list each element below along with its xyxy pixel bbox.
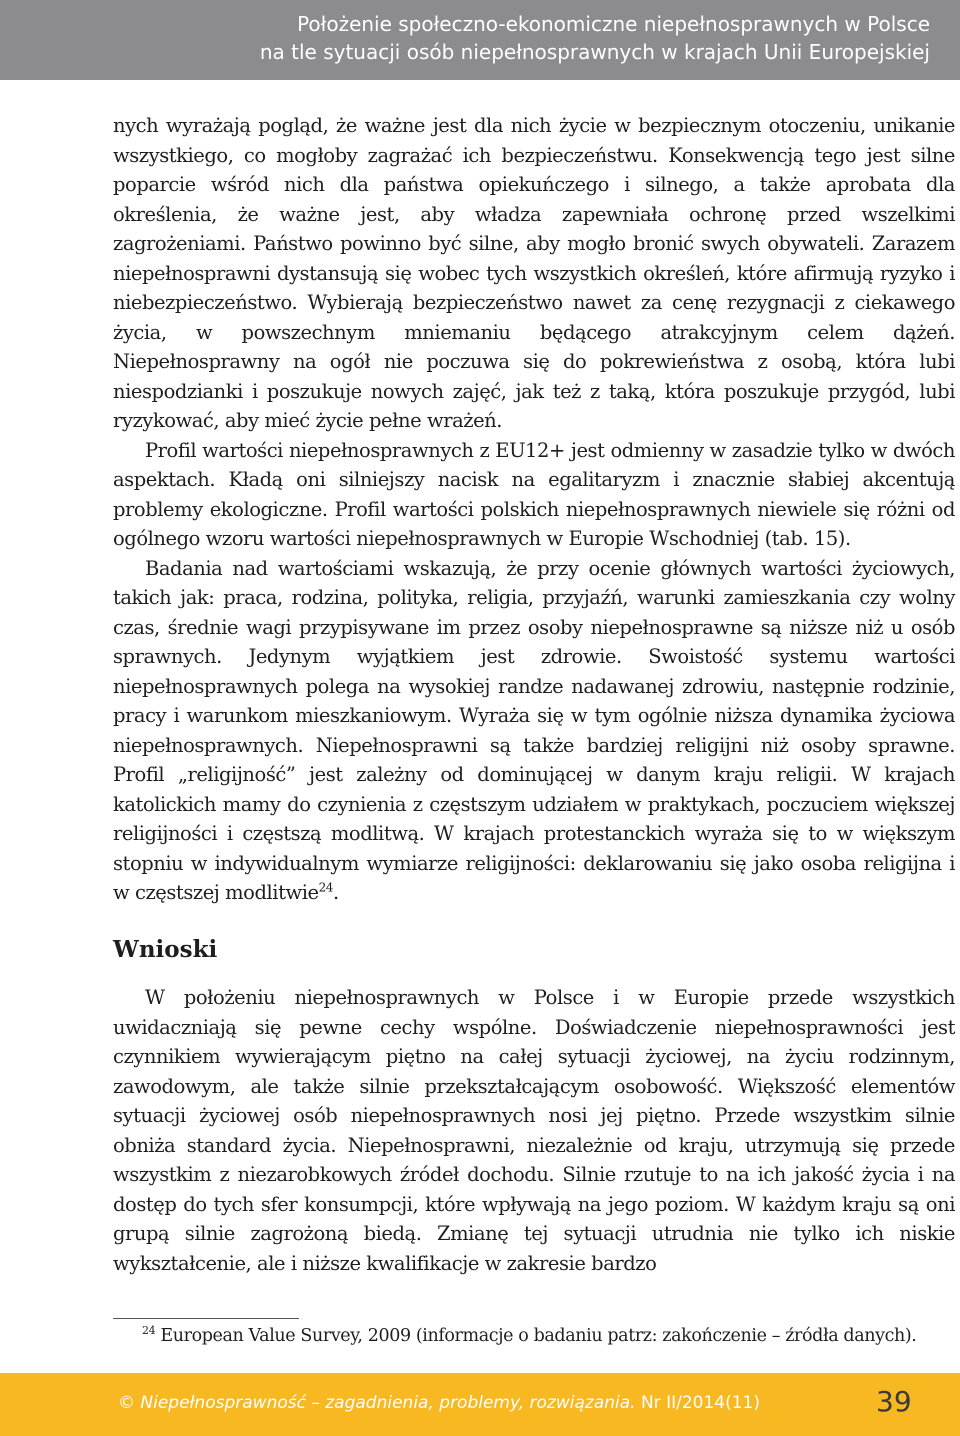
body-section-lower [113, 983, 955, 1278]
issue-number: Nr II/2014(11) [640, 1393, 760, 1413]
running-header [0, 0, 960, 80]
paragraph-3-text: Badania nad wartościami wskazują, że przy ocenie głównych wartości życiowych, takich jak: praca, rodzina, polityka, religia, przyjaźń, warunki zamieszkania czy wolny czas, średnie wagi przypisywane im przez osoby niepełnosprawne są niższe niż u osób sprawnych. Jedynym wyjątkiem jest zdrowie. Swoistość systemu wartości niepełnosprawnych polega na wysokiej randze nadawanej zdrowiu, następnie rodzinie, pracy i warunkom mieszkaniowym. Wyraża się w tym ogólnie niższa dynamika życiowa niepełnosprawnych. Niepełnosprawni są także bardziej religijni niż osoby sprawne. Profil „religijność” jest zależny od dominującej w danym kraju religii. W krajach katolickich mamy do czynienia z częstszym udziałem w praktykach, poczuciem większej religijności i częstszą modlitwą. W krajach protestanckich wyraża się to w większym stopniu w indywidualnym wymiarze religijności: deklarowaniu się jako osoba religijna i w częstszej modlitwie [113, 556, 955, 904]
paragraph-4: W położeniu niepełnosprawnych w Polsce i w Europie przede wszystkich uwidaczniają się pewne cechy wspólne. Doświadczenie niepełnosprawności jest czynnikiem wywierającym piętno na całej sytuacji życiowej, na życiu rodzinnym, zawodowym, ale także silnie przekształcającym osobowość. Większość elementów sytuacji życiowej osób niepełnosprawnych nosi jej piętno. Przede wszystkim silnie obniża standard życia. Niepełnosprawni, niezależnie od kraju, utrzymują się przede wszystkim z niezarobkowych źródeł dochodu. Silnie rzutuje to na ich jakość życia i na dostęp do tych sfer konsumpcji, które wpływają na jego poziom. W każdym kraju są oni grupą silnie zagrożoną biedą. Zmianę tej sytuacji utrudnia nie tylko ich niskie wykształcenie, ale i niższe kwalifikacje w zakresie bardzo [113, 986, 955, 1275]
section-heading: Wnioski [113, 936, 218, 963]
page-footer [0, 1373, 960, 1436]
footnote-reference: 24 [318, 880, 333, 895]
running-header-line-2: na tle sytuacji osób niepełnosprawnych w krajach Unii Europejskiej [259, 40, 930, 64]
running-header-line-1: Położenie społeczno-ekonomiczne niepełnosprawnych w Polsce [297, 12, 930, 36]
copyright-icon: © [118, 1393, 135, 1413]
footnote-text: European Value Survey, 2009 (informacje o badaniu patrz: zakończenie – źródła danych). [155, 1326, 917, 1346]
footnote-number: 24 [142, 1324, 156, 1338]
footnote [142, 1324, 957, 1348]
body-section-upper [113, 111, 955, 908]
footnote-divider [113, 1318, 299, 1319]
paragraph-2: Profil wartości niepełnosprawnych z EU12+ jest odmienny w zasadzie tylko w dwóch aspektach. Kładą oni silniejszy nacisk na egalitaryzm i znacznie słabiej akcentują problemy ekologiczne. Profil wartości polskich niepełnosprawnych niewiele się różni od ogólnego wzoru wartości niepełnosprawnych w Europie Wschodniej (tab. 15). [113, 438, 955, 550]
page-number: 39 [876, 1385, 912, 1418]
journal-title: Niepełnosprawność – zagadnienia, problemy, rozwiązania. [140, 1393, 636, 1413]
paragraph-3 [113, 554, 955, 908]
paragraph-3-end: . [332, 881, 339, 904]
footer-journal-info [118, 1393, 760, 1413]
paragraph-1: nych wyrażają pogląd, że ważne jest dla nich życie w bezpiecznym otoczeniu, unikanie wszystkiego, co mogłoby zagrażać ich bezpieczeństwu. Konsekwencją tego jest silne poparcie wśród nich dla państwa opiekuńczego i silnego, a także aprobata dla określenia, że ważne jest, aby władza zapewniała ochronę przed wszelkimi zagrożeniami. Państwo powinno być silne, aby mogło bronić swych obywateli. Zarazem niepełnosprawni dystansują się wobec tych wszystkich określeń, które afirmują ryzyko i niebezpieczeństwo. Wybierają bezpieczeństwo nawet za cenę rezygnacji z ciekawego życia, w powszechnym mniemaniu będącego atrakcyjnym celem dążeń. Niepełnosprawny na ogół nie poczuwa się do pokrewieństwa z osobą, która lubi niespodzianki i poszukuje nowych zajęć, jak też z taką, która poszukuje przygód, lubi ryzykować, aby mieć życie pełne wrażeń. [113, 114, 955, 432]
